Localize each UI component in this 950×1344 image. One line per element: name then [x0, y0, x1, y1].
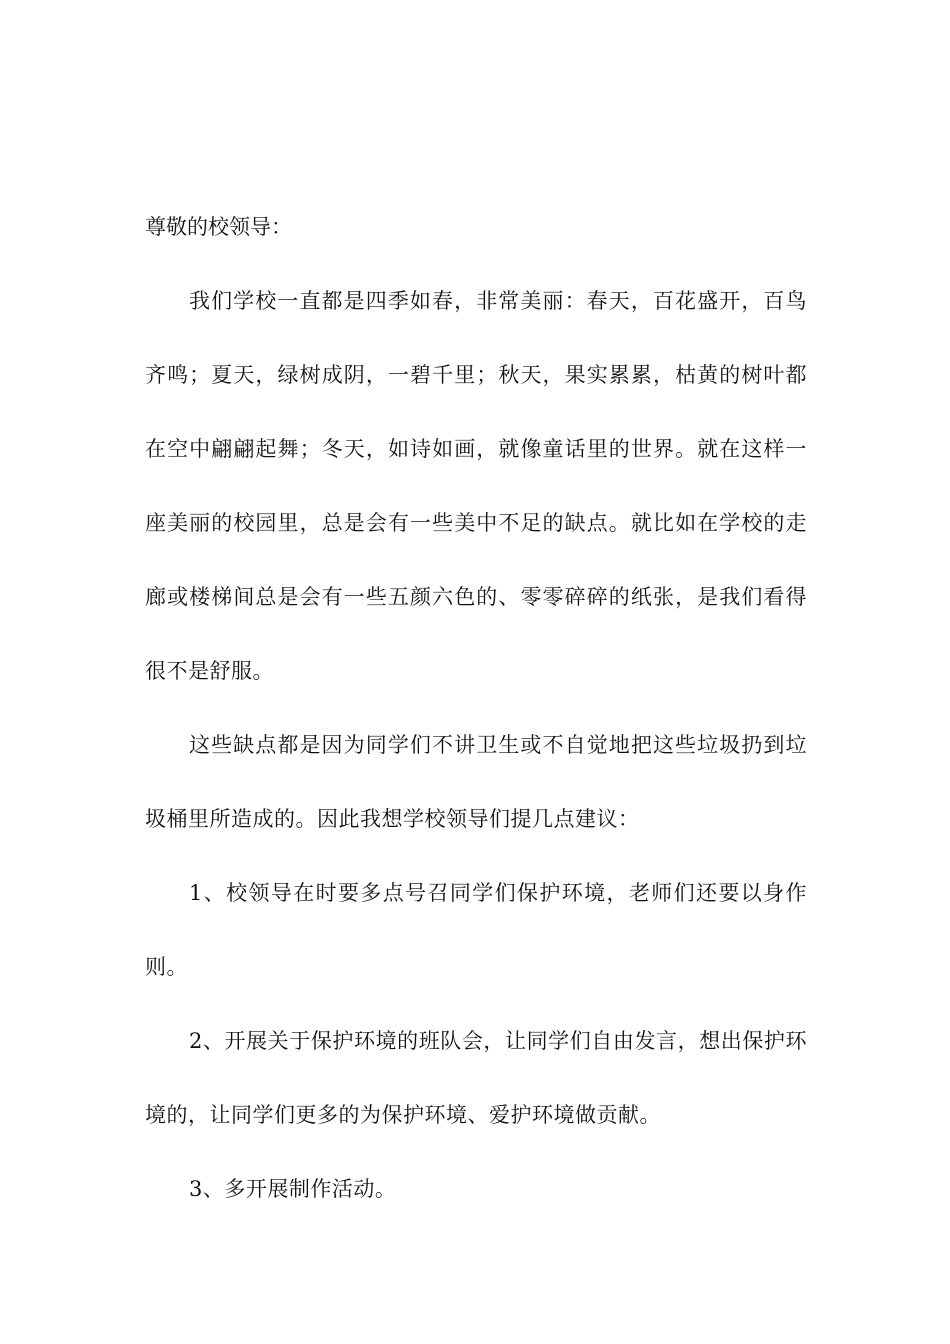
salutation: 尊敬的校领导：: [145, 215, 292, 239]
suggestion-2: 2、开展关于保护环境的班队会，让同学们自由发言，想出保护环境的，让同学们更多的为保护环境、爱护环境做贡献。: [145, 1029, 807, 1127]
document-body: [145, 207, 807, 1226]
suggestion-1: 1、校领导在时要多点号召同学们保护环境，老师们还要以身作则。: [145, 881, 807, 979]
suggestion-3: 3、多开展制作活动。: [189, 1177, 397, 1201]
paragraph-cause: 这些缺点都是因为同学们不讲卫生或不自觉地把这些垃圾扔到垃圾桶里所造成的。因此我想学校领导们提几点建议：: [145, 733, 807, 831]
paragraph-campus-description: 我们学校一直都是四季如春，非常美丽：春天，百花盛开，百鸟齐鸣；夏天，绿树成阴，一碧千里；秋天，果实累累，枯黄的树叶都在空中翩翩起舞；冬天，如诗如画，就像童话里的世界。就在这样一座美丽的校园里，总是会有一些美中不足的缺点。就比如在学校的走廊或楼梯间总是会有一些五颜六色的、零零碎碎的纸张，是我们看得很不是舒服。: [145, 289, 807, 683]
